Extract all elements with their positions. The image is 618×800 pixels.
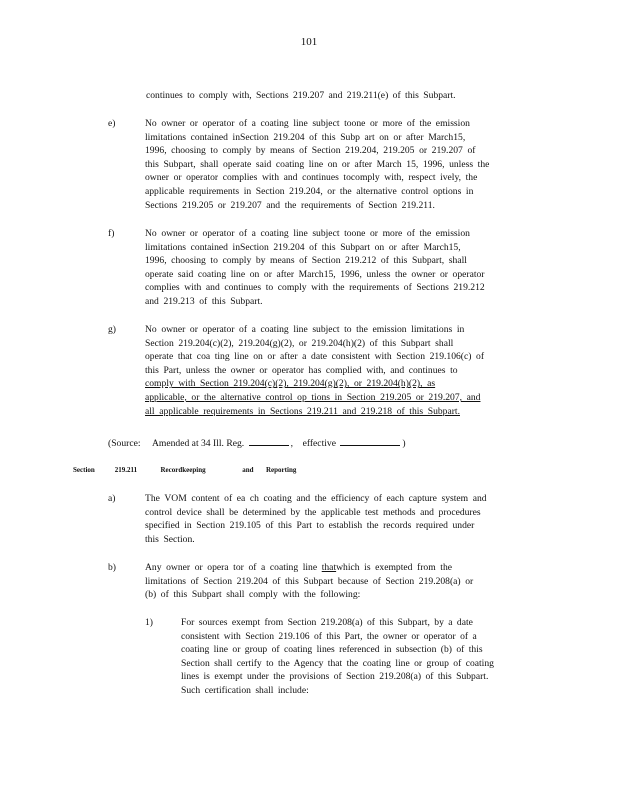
paragraph-text bbox=[145, 561, 473, 602]
text-line: No owner or operator of a coating line subject toone or more of the emission bbox=[145, 228, 470, 239]
amended-text-line: all applicable requirements in Sections 219.211 and 219.218 of this Subpart. bbox=[145, 405, 460, 417]
amended-text-line: comply with Section 219.204(c)(2), 219.204(g)(2), or 219.204(h)(2), as bbox=[145, 378, 436, 390]
text-line: and 219.213 of this Subpart. bbox=[145, 295, 263, 307]
text-line: control device shall be determined by the applicable test methods and procedures bbox=[145, 506, 481, 518]
text-line: 1996, choosing to comply by means of Section 219.212 of this Subpart, shall bbox=[145, 255, 467, 267]
continuation-line: continues to comply with, Sections 219.207 and 219.211(e) of this Subpart. bbox=[146, 90, 456, 101]
text-line: Section shall certify to the Agency that the coating line or group of coating bbox=[181, 657, 494, 669]
paragraph-text bbox=[145, 117, 489, 212]
text-line: coating line or group of coating lines referenced in subsection (b) of this bbox=[181, 644, 483, 656]
text-line bbox=[145, 561, 473, 575]
paragraph-text bbox=[145, 323, 484, 418]
section-title-part: Reporting bbox=[266, 466, 297, 474]
paragraph-label: b) bbox=[108, 562, 116, 573]
section-label: Section bbox=[73, 466, 95, 474]
text-line: owner or operator complies with and continues tocomply with, respect ively, the bbox=[145, 172, 478, 184]
text-line: limitations contained inSection 219.204 of this Subpart on or after March15, bbox=[145, 241, 461, 253]
paragraph-text bbox=[145, 227, 485, 309]
subparagraph-text bbox=[181, 616, 541, 698]
source-prefix: (Source: bbox=[108, 438, 141, 449]
text-line: No owner or operator of a coating line subject to the emission limitations in bbox=[145, 324, 465, 335]
source-effective: effective bbox=[302, 438, 336, 449]
page-number: 101 bbox=[300, 36, 318, 48]
text-fragment: which is exempted from the bbox=[336, 562, 453, 573]
text-line: this Section. bbox=[145, 533, 195, 545]
section-number: 219.211 bbox=[114, 466, 138, 474]
text-line: consistent with Section 219.106 of this Part, the owner or operator of a bbox=[181, 630, 477, 642]
text-fragment: Any owner or opera tor of a coating line bbox=[145, 562, 322, 573]
text-line: Such certification shall include: bbox=[181, 684, 309, 696]
section-title-part: Recordkeeping bbox=[160, 466, 206, 474]
text-line: specified in Section 219.105 of this Part to establish the records required under bbox=[145, 520, 475, 532]
text-line: this Subpart, shall operate said coating line on or after March 15, 1996, unless the bbox=[145, 158, 490, 170]
text-line: this Part, unless the owner or operator has complied with, and continues to bbox=[145, 364, 458, 376]
amended-text-line: applicable, or the alternative control op tions in Section 219.205 or 219.207, and bbox=[145, 391, 481, 403]
source-comma: , bbox=[290, 438, 293, 449]
text-line: limitations of Section 219.204 of this Subpart because of Section 219.208(a) or bbox=[145, 575, 474, 587]
paragraph-text bbox=[145, 492, 487, 546]
effective-date-blank bbox=[340, 437, 400, 446]
subparagraph-label: 1) bbox=[145, 617, 153, 628]
source-close: ) bbox=[402, 438, 406, 449]
text-line: The VOM content of ea ch coating and the efficiency of each capture system and bbox=[145, 493, 487, 504]
text-line: 1996, choosing to comply by means of Section 219.204, 219.205 or 219.207 of bbox=[145, 145, 476, 157]
text-line: For sources exempt from Section 219.208(a) of this Subpart, by a date bbox=[181, 617, 473, 628]
text-line: limitations contained inSection 219.204 of this Subp art on or after March15, bbox=[145, 131, 466, 143]
text-line: applicable requirements in Section 219.204, or the alternative control options in bbox=[145, 185, 474, 197]
paragraph-label: a) bbox=[108, 493, 116, 504]
source-note bbox=[108, 437, 406, 449]
section-heading bbox=[73, 466, 296, 474]
text-line: Sections 219.205 or 219.207 and the requirements of Section 219.211. bbox=[145, 199, 435, 211]
paragraph-label: f) bbox=[108, 228, 115, 239]
text-line: (b) of this Subpart shall comply with the following: bbox=[145, 589, 361, 601]
amended-word: that bbox=[321, 562, 337, 573]
text-line: operate said coating line on or after March15, 1996, unless the owner or operator bbox=[145, 268, 485, 280]
register-volume-blank bbox=[249, 437, 289, 446]
text-line: lines is exempt under the provisions of Section 219.208(a) of this Subpart. bbox=[181, 671, 489, 683]
subparagraph-1 bbox=[145, 616, 541, 698]
section-title-and: and bbox=[242, 466, 254, 474]
text-line: operate that coa ting line on or after a date consistent with Section 219.106(c) of bbox=[145, 351, 485, 363]
paragraph-label: e) bbox=[108, 118, 116, 129]
paragraph-label: g) bbox=[108, 324, 116, 335]
source-text: Amended at 34 Ill. Reg. bbox=[151, 438, 245, 449]
text-line: complies with and continues to comply with the requirements of Sections 219.212 bbox=[145, 282, 485, 294]
text-line: Section 219.204(c)(2), 219.204(g)(2), or 219.204(h)(2) of this Subpart shall bbox=[145, 337, 454, 349]
text-line: No owner or operator of a coating line subject toone or more of the emission bbox=[145, 118, 470, 129]
